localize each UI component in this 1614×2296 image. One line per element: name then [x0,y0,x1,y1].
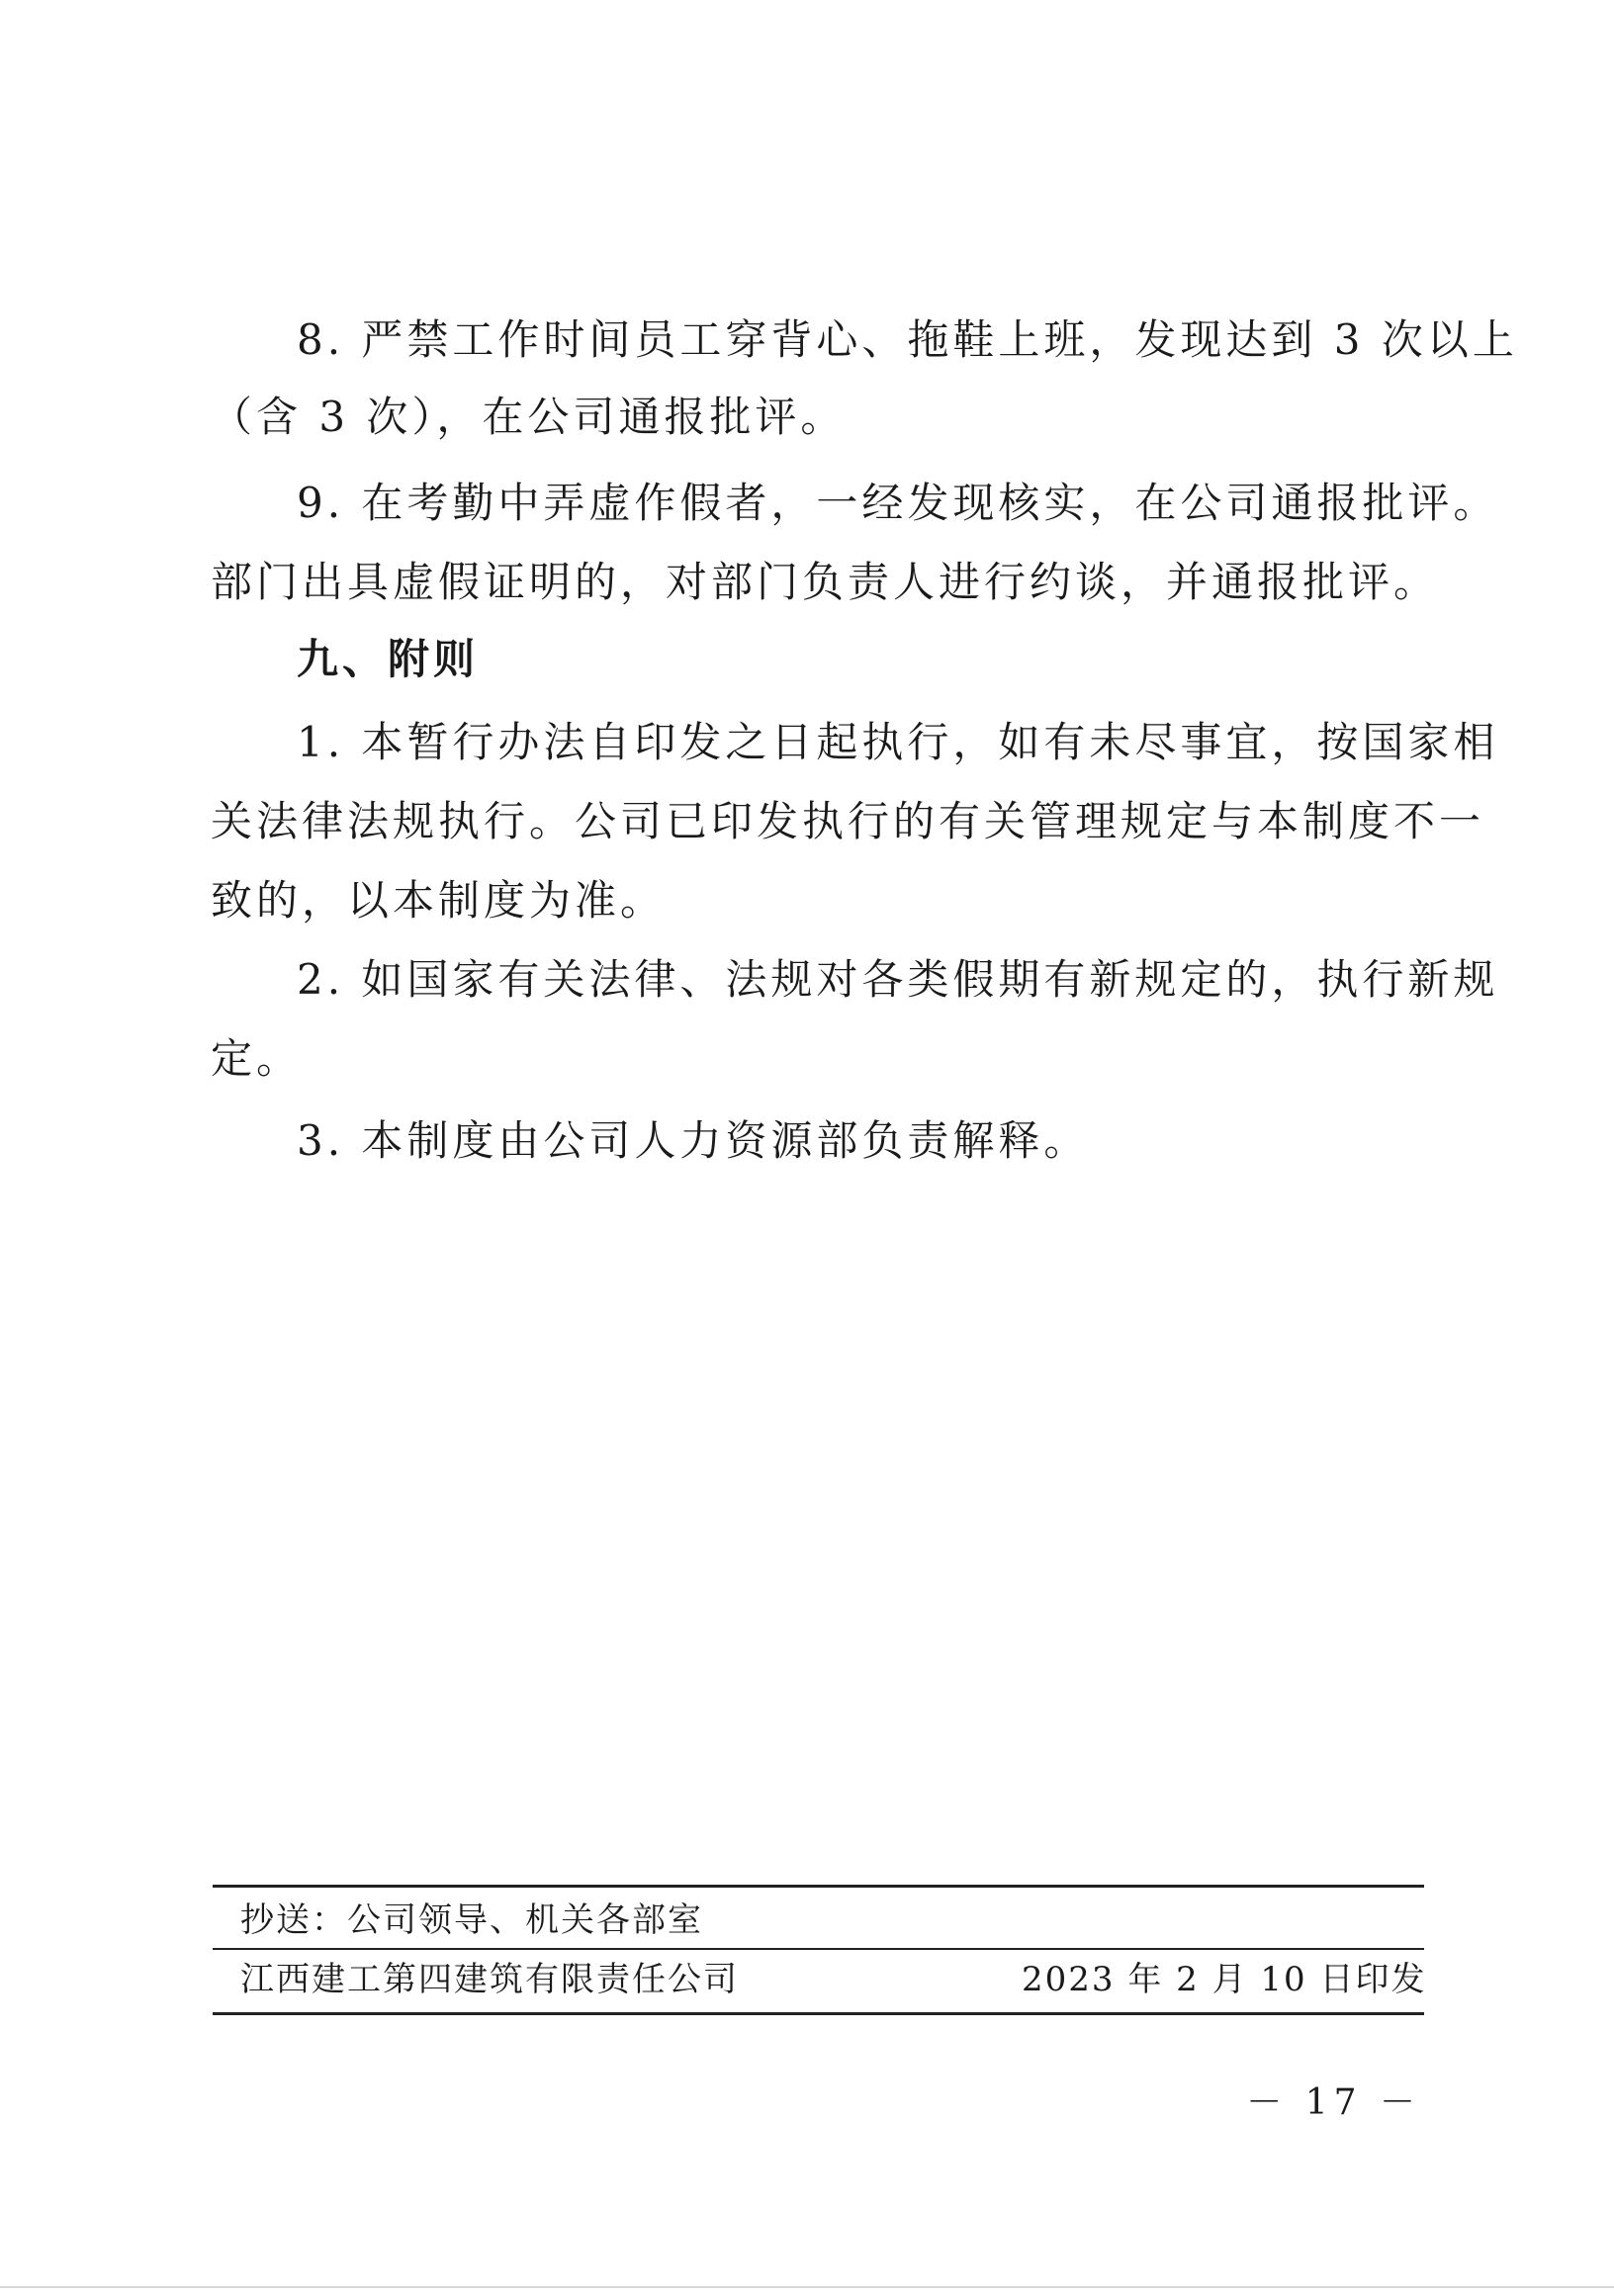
cc-line: 抄送：公司领导、机关各部室 [240,1900,703,1940]
footer-bottom-rule [213,2012,1424,2015]
rule-2-line-2: 定。 [211,1034,303,1083]
footer-top-rule [213,1885,1424,1888]
item-9-line-1: 9. 在考勤中弄虚作假者，一经发现核实，在公司通报批评。 [297,479,1499,527]
issue-date: 2023 年 2 月 10 日印发 [1022,1960,1427,1999]
rule-3-line-1: 3. 本制度由公司人力资源部负责解释。 [297,1116,1090,1165]
rule-1-line-2: 关法律法规执行。公司已印发执行的有关管理规定与本制度不一 [211,797,1485,845]
page-bottom-edge [0,2286,1614,2288]
section-heading-appendix: 九、附则 [297,635,480,683]
page-number: － 17 － [1246,2082,1421,2123]
rule-1-line-3: 致的，以本制度为准。 [211,876,667,925]
rule-1-line-1: 1. 本暂行办法自印发之日起执行，如有未尽事宜，按国家相 [297,718,1499,766]
item-8-line-2: （含 3 次），在公司通报批评。 [211,393,847,441]
footer-middle-rule [213,1948,1424,1950]
rule-2-line-1: 2. 如国家有关法律、法规对各类假期有新规定的，执行新规 [297,955,1499,1004]
item-9-line-2: 部门出具虚假证明的，对部门负责人进行约谈，并通报批评。 [211,558,1440,606]
issuer-name: 江西建工第四建筑有限责任公司 [240,1960,739,1999]
item-8-line-1: 8. 严禁工作时间员工穿背心、拖鞋上班，发现达到 3 次以上 [297,315,1518,364]
